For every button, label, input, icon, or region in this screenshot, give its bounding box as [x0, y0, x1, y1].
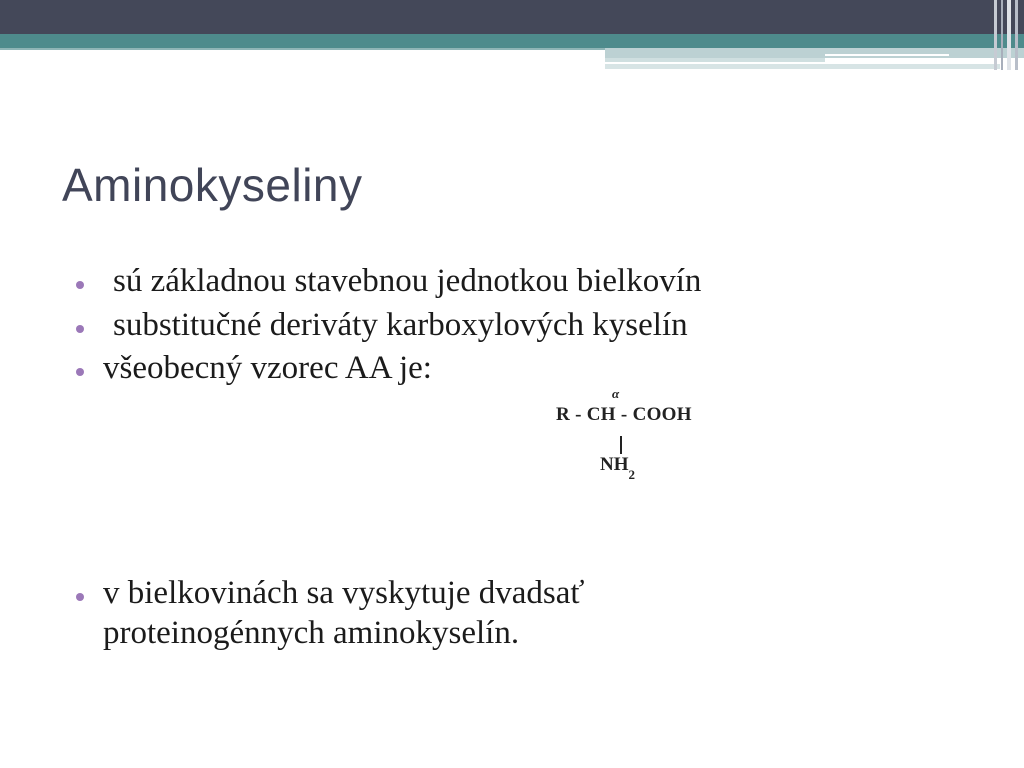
header-right-accent — [605, 48, 1024, 58]
formula-amine-group — [600, 454, 635, 482]
bullet-item — [72, 306, 972, 346]
amino-acid-formula — [556, 386, 746, 496]
formula-amine-subscript: 2 — [628, 466, 635, 482]
bullet-text: v bielkovinách sa vyskytuje dvadsať proteinogénnych aminokyselín. — [103, 575, 585, 651]
header-right-accent-3 — [825, 54, 949, 56]
header-vertical-line — [1015, 0, 1018, 70]
bullet-dot-icon — [76, 368, 84, 376]
alpha-label: α — [612, 386, 620, 401]
bullet-dot-icon — [76, 281, 84, 289]
header-vertical-line — [1007, 0, 1011, 70]
bullet-text: substitučné deriváty karboxylových kyselín — [113, 306, 688, 343]
bullet-item — [72, 574, 803, 653]
bullet-dot-icon — [76, 593, 84, 601]
formula-bond-line — [620, 436, 622, 454]
bullet-item — [72, 349, 972, 389]
bullet-dot-icon — [76, 325, 84, 333]
slide-title: Aminokyseliny — [62, 159, 363, 211]
formula-main-line: R - CH - COOH — [556, 404, 692, 425]
header-vertical-line — [1001, 0, 1003, 70]
header-teal-accent — [0, 48, 605, 50]
header-teal-bar — [0, 34, 1024, 48]
bullet-text: sú základnou stavebnou jednotkou bielkovín — [113, 263, 702, 299]
header-dark-bar — [0, 0, 1024, 34]
header-vertical-line — [994, 0, 997, 70]
bullet-item — [72, 262, 972, 302]
header-right-accent-4 — [605, 64, 1000, 69]
header-right-accent-2 — [605, 58, 825, 62]
formula-amine-text: NH — [600, 454, 629, 475]
bullet-text: všeobecný vzorec AA je: — [103, 350, 432, 387]
